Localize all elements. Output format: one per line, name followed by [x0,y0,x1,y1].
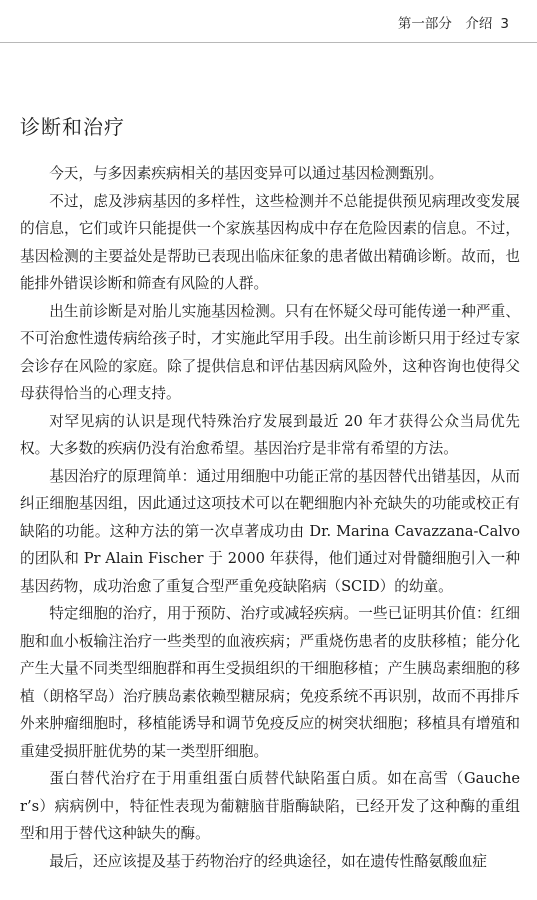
header-rule [0,42,537,43]
paragraph: 不过，虑及涉病基因的多样性，这些检测并不总能提供预见病理改变发展的信息，它们或许只能提供一个家族基因构成中存在危险因素的信息。不过，基因检测的主要益处是帮助已表现出临床征象的患者做出精确诊断。故而，也能排外错误诊断和筛查有风险的人群。 [20,192,520,292]
section-title: 诊断和治疗 [20,115,125,139]
chapter-label: 第一部分 介绍 [397,16,493,32]
paragraph: 对罕见病的认识是现代特殊治疗发展到最近 20 年才获得公众当局优先权。大多数的疾病仍没有治愈希望。基因治疗是非常有希望的方法。 [20,412,520,457]
paragraph: 最后，还应该提及基于药物治疗的经典途径，如在遗传性酪氨酸血症 [49,852,488,870]
page-number: 3 [500,16,509,32]
paragraph: 特定细胞的治疗，用于预防、治疗或减轻疾病。一些已证明其价值：红细胞和血小板输注治疗一些类型的血液疾病；严重烧伤患者的皮肤移植；能分化产生大量不同类型细胞群和再生受损组织的干细胞移植；产生胰岛素细胞的移植（朗格罕岛）治疗胰岛素依赖型糖尿病；免疫系统不再识别，故而不再排斥外来肿瘤细胞时，移植能诱导和调节免疫反应的树突状细胞；移植具有增殖和重建受损肝脏优势的某一类型肝细胞。 [20,605,520,760]
paragraph: 蛋白替代治疗在于用重组蛋白质替代缺陷蛋白质。如在高雪（Gaucher’s）病病例中，特征性表现为葡糖脑苷脂酶缺陷，已经开发了这种酶的重组型和用于替代这种缺失的酶。 [20,770,520,842]
paragraph: 今天，与多因素疾病相关的基因变异可以通过基因检测甄别。 [49,165,444,182]
body-text [20,160,520,875]
paragraph: 基因治疗的原理简单：通过用细胞中功能正常的基因替代出错基因，从而纠正细胞基因组，因此通过这项技术可以在靶细胞内补充缺失的功能或校正有缺陷的功能。这种方法的第一次卓著成功由 Dr. Marina Cavazzana-Calvo 的团队和 Pr Alain Fischer 于 2000 年获得，他们通过对骨髓细胞引入一种基因药物，成功治愈了重复合型严重免疫缺陷病（SCID）的幼童。 [20,467,520,595]
paragraph: 出生前诊断是对胎儿实施基因检测。只有在怀疑父母可能传递一种严重、不可治愈性遗传病给孩子时，才实施此罕用手段。出生前诊断只用于经过专家会诊存在风险的家庭。除了提供信息和评估基因病风险外，这种咨询也使得父母获得恰当的心理支持。 [20,302,520,402]
running-header [398,12,509,32]
